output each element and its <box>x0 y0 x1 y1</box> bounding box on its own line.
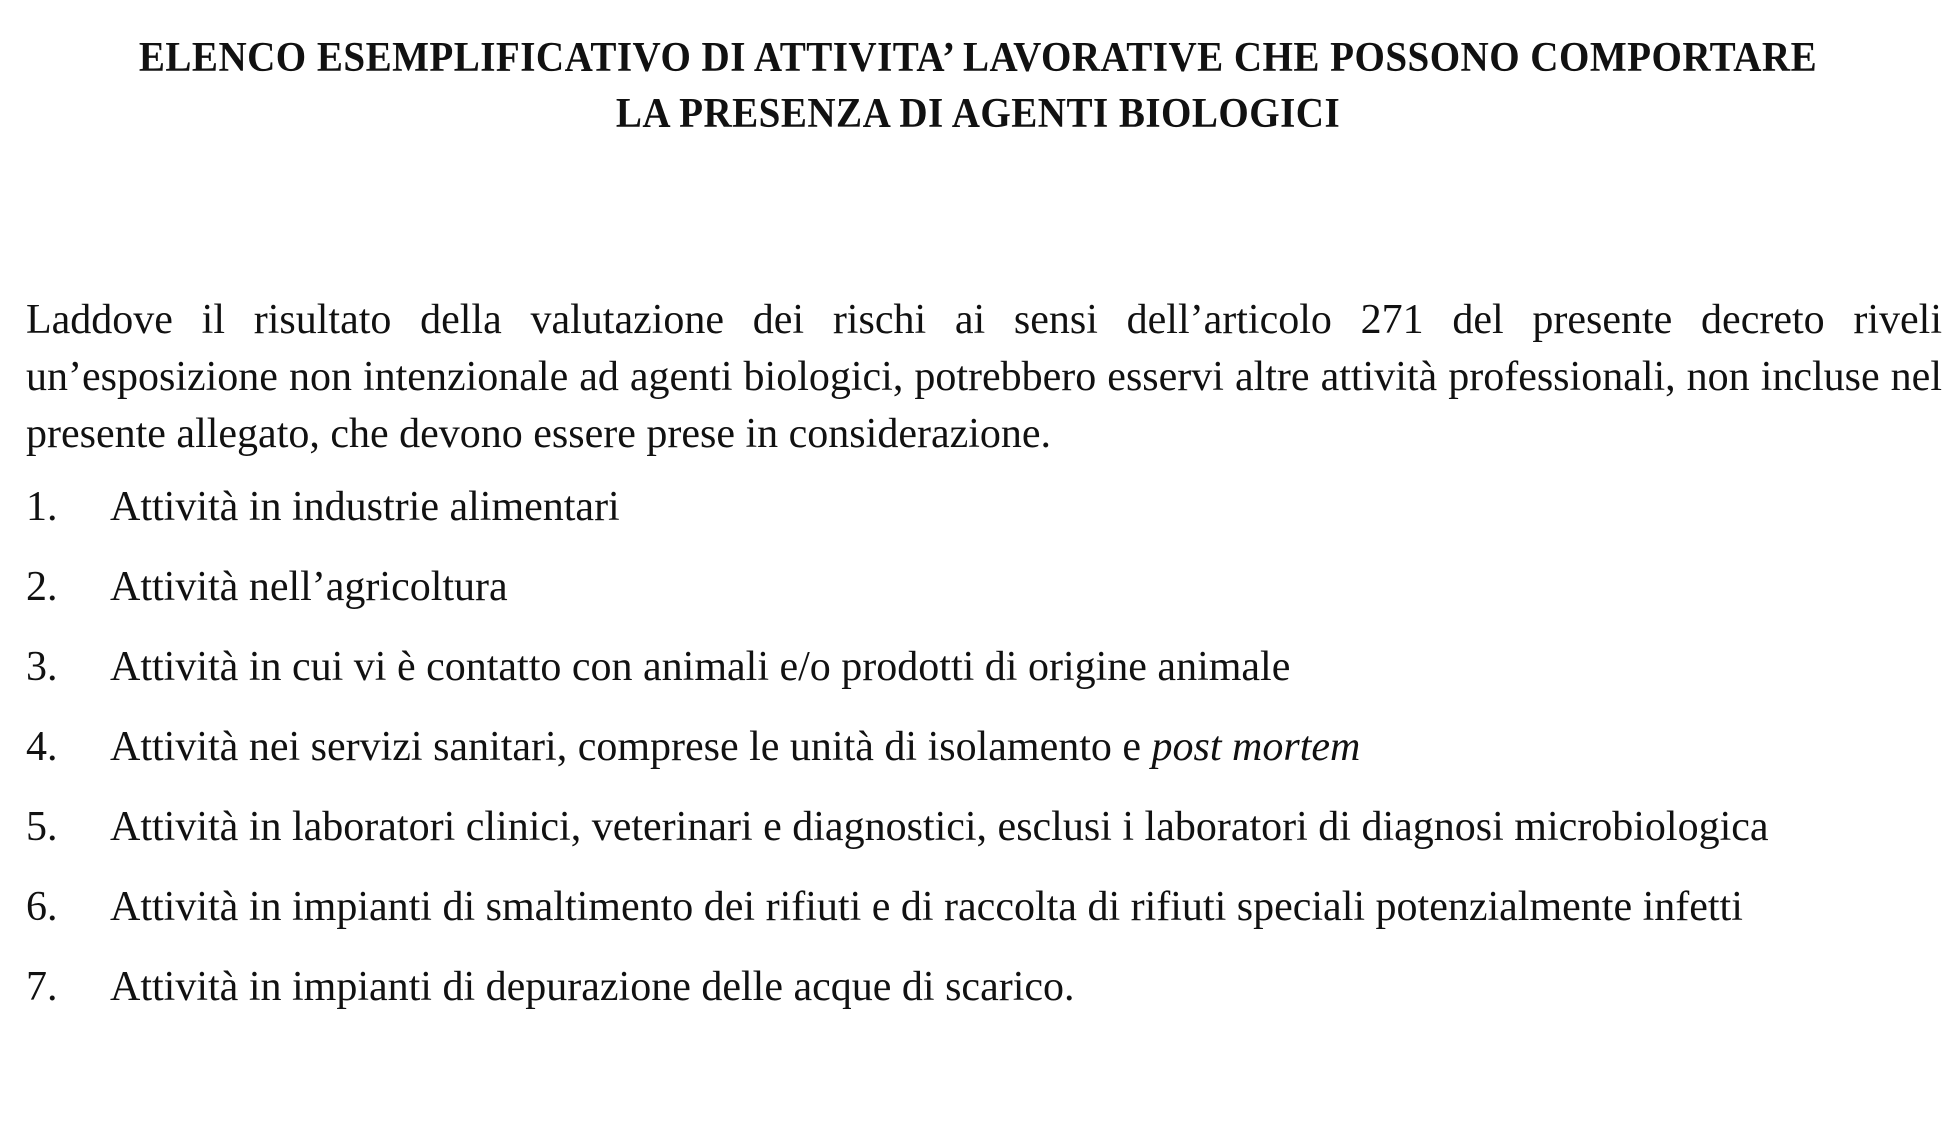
list-item-italic-text: post mortem <box>1151 724 1361 770</box>
list-item-number: 2. <box>26 564 58 610</box>
list-item-text: Attività in industrie alimentari <box>110 484 620 530</box>
list-item <box>26 478 1942 536</box>
list-item-text: Attività in impianti di smaltimento dei rifiuti e di raccolta di rifiuti speciali potenzialmente infetti <box>110 884 1743 930</box>
list-item-number: 4. <box>26 724 58 770</box>
list-item-text: Attività nell’agricoltura <box>110 564 508 610</box>
list-item <box>26 958 1942 1016</box>
list-item <box>26 878 1942 936</box>
list-item <box>26 718 1942 776</box>
list-item-number: 7. <box>26 964 58 1010</box>
list-item-text-container <box>110 718 1942 776</box>
list-item <box>26 558 1942 616</box>
list-item-text: Attività nei servizi sanitari, comprese le unità di isolamento e <box>110 724 1152 770</box>
list-item-number: 1. <box>26 484 58 530</box>
list-item-text: Attività in laboratori clinici, veterinari e diagnostici, esclusi i laboratori di diagnosi microbiologica <box>110 804 1769 850</box>
title-line-1: ELENCO ESEMPLIFICATIVO DI ATTIVITA’ LAVORATIVE CHE POSSONO COMPORTARE <box>138 35 1818 81</box>
list-item-number: 3. <box>26 644 58 690</box>
list-item <box>26 638 1942 696</box>
list-item-text: Attività in cui vi è contatto con animali e/o prodotti di origine animale <box>110 644 1291 690</box>
activities-list <box>26 478 1942 1038</box>
list-item <box>26 798 1942 856</box>
list-item-text: Attività in impianti di depurazione delle acque di scarico. <box>110 964 1075 1010</box>
document-title <box>68 30 1887 142</box>
list-item-number: 6. <box>26 884 58 930</box>
list-item-number: 5. <box>26 804 58 850</box>
intro-paragraph: Laddove il risultato della valutazione dei rischi ai sensi dell’articolo 271 del presente decreto riveli un’esposizione non intenzionale ad agenti biologici, potrebbero esservi altre attività professionali, non incluse nel presente allegato, che devono essere prese in considerazione. <box>26 297 1942 457</box>
title-line-2: LA PRESENZA DI AGENTI BIOLOGICI <box>615 91 1341 137</box>
